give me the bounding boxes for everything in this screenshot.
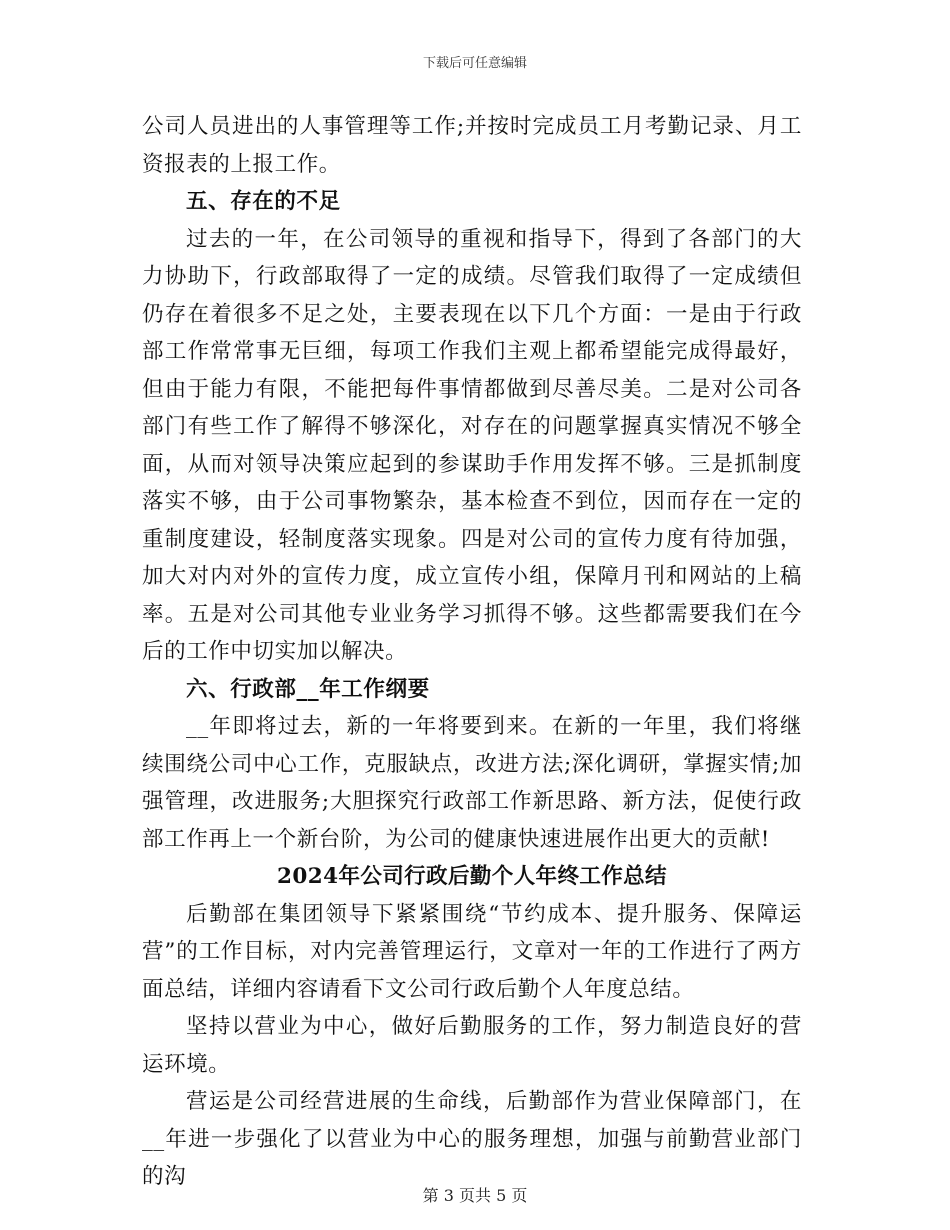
page-footer: 第 3 页共 5 页: [422, 1186, 528, 1205]
page-header: 下载后可任意编辑: [422, 56, 527, 71]
document-title: 2024年公司行政后勤个人年终工作总结: [277, 864, 667, 889]
paragraph-intro: 后勤部在集团领导下紧紧围绕“节约成本、提升服务、保障运营”的工作目标，对内完善管理运行，文章对一年的工作进行了两方面总结，详细内容请看下文公司行政后勤个人年度总结。: [142, 901, 802, 1002]
section-heading-shortcomings: 五、存在的不足: [186, 189, 341, 214]
paragraph-work-plan: __年即将过去，新的一年将要到来。在新的一年里，我们将继续围绕公司中心工作，克服缺点，改进方法;深化调研，掌握实情;加强管理，改进服务;大胆探究行政部工作新思路、新方法，促使行政部工作再上一个新台阶，为公司的健康快速进展作出更大的贡献!: [142, 714, 802, 852]
paragraph-shortcomings: 过去的一年，在公司领导的重视和指导下，得到了各部门的大力协助下，行政部取得了一定的成绩。尽管我们取得了一定成绩但仍存在着很多不足之处，主要表现在以下几个方面：一是由于行政部工作常常事无巨细，每项工作我们主观上都希望能完成得最好，但由于能力有限，不能把每件事情都做到尽善尽美。二是对公司各部门有些工作了解得不够深化，对存在的问题掌握真实情况不够全面，从而对领导决策应起到的参谋助手作用发挥不够。三是抓制度落实不够，由于公司事物繁杂，基本检查不到位，因而存在一定的重制度建设，轻制度落实现象。四是对公司的宣传力度有待加强，加大对内对外的宣传力度，成立宣传小组，保障月刊和网站的上稿率。五是对公司其他专业业务学习抓得不够。这些都需要我们在今后的工作中切实加以解决。: [142, 226, 802, 664]
section-heading-work-plan: 六、行政部__年工作纲要: [186, 676, 430, 702]
paragraph-service: 坚持以营业为中心，做好后勤服务的工作，努力制造良好的营运环境。: [142, 1014, 802, 1077]
paragraph-operations: 营运是公司经营进展的生命线，后勤部作为营业保障部门，在__年进一步强化了以营业为中心的服务理想，加强与前勤营业部门的沟: [142, 1089, 802, 1189]
document-body: [142, 108, 802, 1196]
paragraph-continued: 公司人员进出的人事管理等工作;并按时完成员工月考勤记录、月工资报表的上报工作。: [142, 114, 802, 177]
